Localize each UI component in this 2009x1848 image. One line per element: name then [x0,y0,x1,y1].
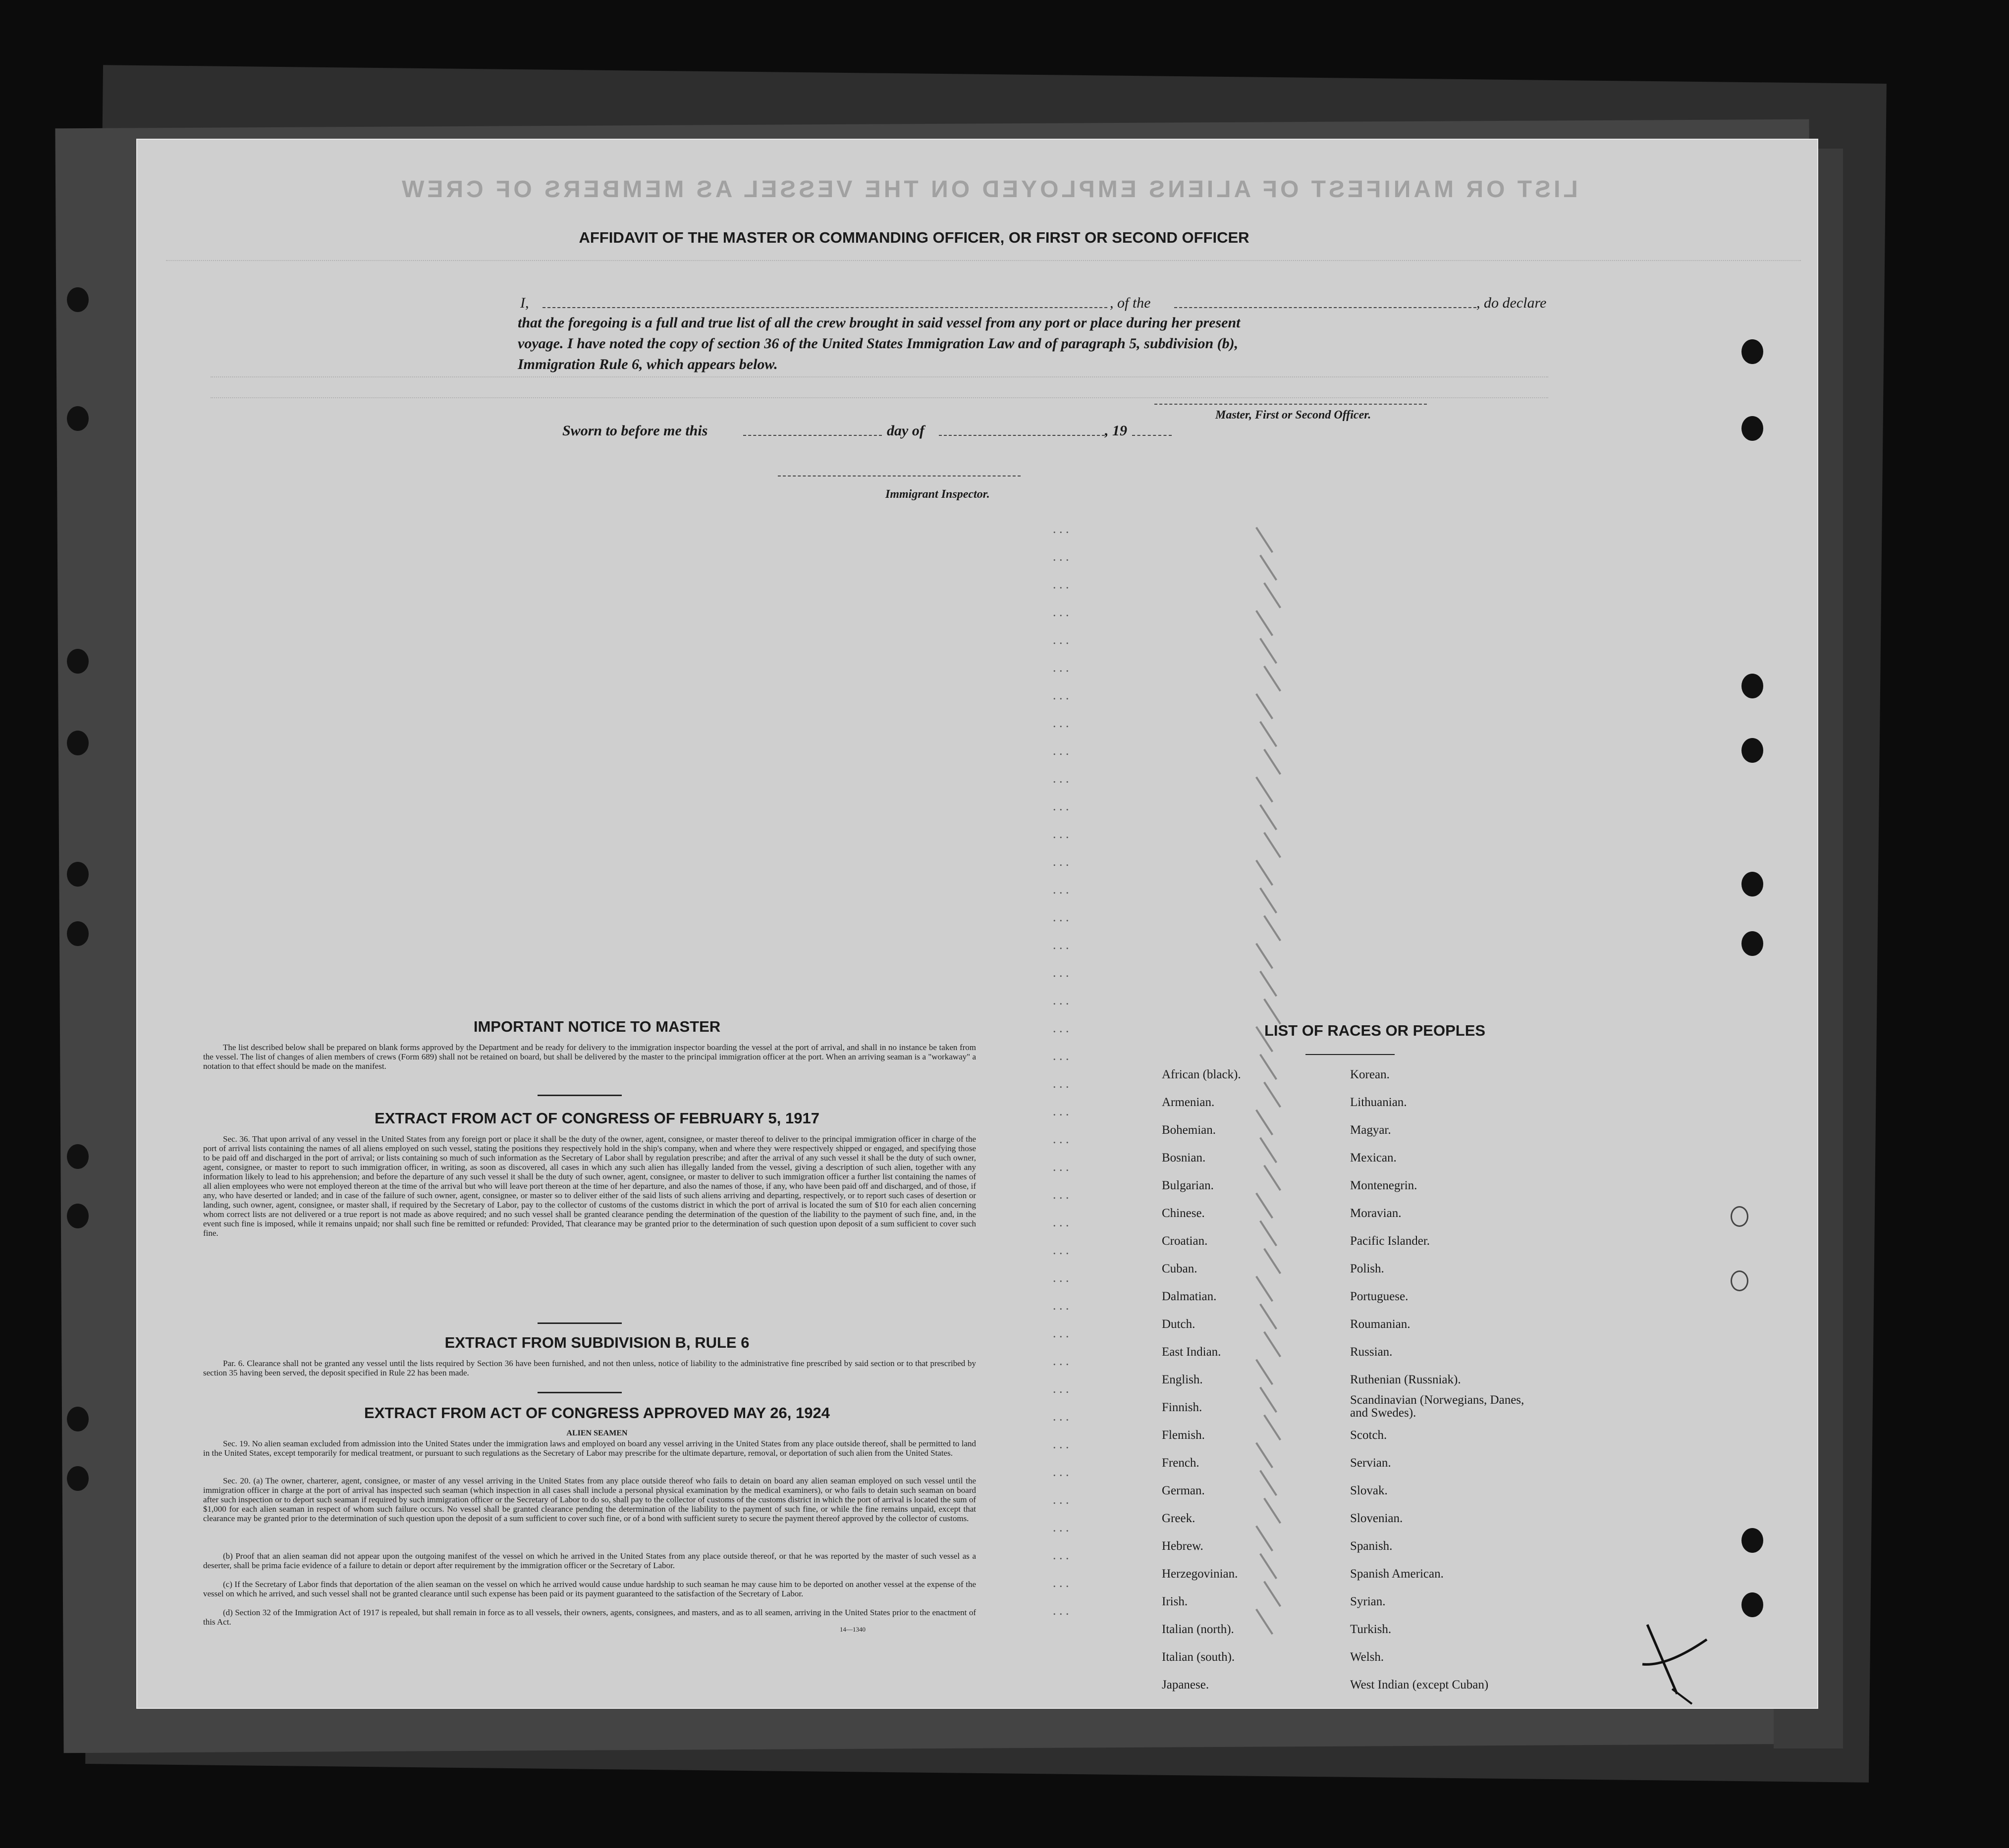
extract-1924-sec20d: (d) Section 32 of the Immigration Act of 1917 is repealed, but shall remain in force as to all vessels, their owners, agents, consignees, and masters, and as to all seamen, arriving in the United States prior to the enactment of this Act. [203,1608,976,1627]
punch-hole [67,862,89,887]
extract-1924-sec20c: (c) If the Secretary of Labor finds that deportation of the alien seaman on the vessel on which he arrived would cause undue hardship to such seaman he may cause him to be deported on another vessel at the expense of the vessel on which he arrived, and such vessel shall not be granted clearance until such expense has been paid or its payment guaranteed to the satisfaction of the Secretary of Labor. [203,1580,976,1598]
race-item: Bulgarian. [1162,1179,1214,1192]
notice-text: The list described below shall be prepared on blank forms approved by the Department and be ready for delivery to the immigration inspector boarding the vessel at the port of arrival, and shall in no instance be taken from the vessel. The list of changes of alien members of crews (Form 689) shall not be retained on board, but shall be delivered by the master to the principal immigration officer at the port. When an arriving seaman is a "workaway" a notation to that effect should be made on the manifest. [203,1043,976,1071]
ghost-slash [1255,1109,1273,1135]
extract-1917-text: Sec. 36. That upon arrival of any vessel in the United States from any foreign port or place it shall be the duty of the owner, agent, consignee, or master thereof to deliver to the principal immigration officer in charge of the port of arrival lists containing the names of all aliens employed on such vessel, stating the positions they respectively hold in the ship's company, when and where they were respectively shipped or engaged, and specifying those to be paid off and discharged in the port of arrival; or lists containing so much of such information as the Secretary of Labor shall by regulation prescribe; and after the arrival of any such vessel it shall be the duty of such owner, agent, consignee, or master to report to such immigration officer, in writing, as soon as discovered, all cases in which any such alien has illegally landed from the vessel, giving a description of such alien, together with any information likely to lead to his apprehension; and before the departure of any such vessel it shall be the duty of such owner, agent, consignee, or master to deliver to such immigration officer a further list containing the names of all alien employees who were not employed thereon at the time of the arrival but who will leave port thereon at the time of her departure, and also the names of those, if any, who have been paid off and discharged, and of those, if any, who have deserted or landed; and in case of the failure of such owner, agent, consignee, or master so to deliver either of the said lists of such aliens arriving and departing, respectively, or to report such cases of desertion or landing, such owner, agent, consignee, or master shall, if required by the Secretary of Labor, pay to the collector of customs of the customs district in which the port of arrival is located the sum of $10 for each alien concerning whom correct lists are not delivered or a true report is not made as above required; and no such vessel shall be granted clearance pending the determination of the question of the liability to the payment of such fine, and, in the event such fine is imposed, while it remains unpaid; nor shall such fine be remitted or refunded: Provided, That clearance may be granted prior to the determination of such question upon deposit of a sum sufficient to cover such fine. [203,1134,976,1238]
year-prefix: , 19 [1105,422,1127,439]
ghost-slash [1263,1165,1281,1191]
sworn-year-blank [1132,435,1172,436]
race-item: German. [1162,1484,1205,1497]
race-item: Cuban. [1162,1262,1197,1275]
sworn-month-blank [939,435,1105,436]
extract-1924-sec20b: (b) Proof that an alien seaman did not appear upon the outgoing manifest of the vessel on which he arrived in the United States from any place outside thereof, or that he was reported by the master of such vessel as a deserter, shall be prima facie evidence of a failure to detain or deport after requirement by the immigration officer or the Secretary of Labor. [203,1551,976,1570]
race-item: Bohemian. [1162,1123,1216,1137]
ghost-slash [1255,777,1273,802]
races-left-column [1162,1061,1241,1699]
form-number: 14—1340 [840,1626,866,1633]
extract-1924-sec20a: Sec. 20. (a) The owner, charterer, agent, consignee, or master of any vessel arriving in the United States from any place outside thereof who fails to detain on board any alien seaman employed on such vessel until the immigration officer in charge at the port of arrival has inspected such seaman (which inspection in all cases shall include a personal physical examination by the medical examiners), or who fails to detain such seaman on board after such inspection or to deport such seaman if required by such immigration officer or the Secretary of Labor to do so, shall pay to the collector of customs of the customs district in which the port of arrival is located the sum of $1,000 for each alien seaman in respect of whom such failure occurs. No vessel shall be granted clearance pending the determination of the liability to the payment of such fine, or while the fine remains unpaid, except that clearance may be granted prior to the determination of such question upon the deposit of a sum sufficient to cover such fine, or of a bond with sufficient surety to secure the payment thereof approved by the collector of customs. [203,1476,976,1523]
race-item: Croatian. [1162,1234,1208,1248]
sworn-day-blank [743,435,882,436]
races-title: LIST OF RACES OR PEOPLES [1264,1022,1486,1039]
divider [538,1322,622,1324]
ghost-slash [1259,971,1277,997]
race-item: Scotch. [1350,1428,1387,1442]
punch-hole [1741,872,1763,897]
ghost-slash [1255,1526,1273,1551]
ghost-slash [1259,721,1277,747]
punch-hole [1741,339,1763,364]
race-item: Dutch. [1162,1318,1195,1331]
punch-hole [1741,1592,1763,1617]
ghost-slash [1255,610,1273,636]
race-item: Ruthenian (Russniak). [1350,1373,1461,1386]
ghost-slash [1263,582,1281,608]
ghost-slash [1263,1248,1281,1274]
affidavit-i: I, [520,295,529,311]
race-item: Turkish. [1350,1623,1392,1636]
ghost-slash [1263,832,1281,858]
ghost-slash [1255,693,1273,719]
ghost-slash [1259,1220,1277,1246]
race-item: Scandinavian (Norwegians, Danes, and Swedes). [1350,1393,1524,1420]
ghost-slash [1255,1442,1273,1468]
extract-rule6-title: EXTRACT FROM SUBDIVISION B, RULE 6 [444,1334,750,1351]
race-item: Polish. [1350,1262,1384,1275]
ghost-slash [1259,638,1277,664]
race-item: Spanish. [1350,1539,1393,1553]
ghost-slash [1263,1415,1281,1440]
race-item: Roumanian. [1350,1318,1411,1331]
ghost-slash [1263,1581,1281,1607]
day-of-text: day of [887,422,924,439]
race-item: Syrian. [1350,1595,1386,1608]
race-item: Bosnian. [1162,1151,1206,1164]
ghost-slash [1259,888,1277,913]
ghost-marks: . . . . . . . . . . . . . . . . . . . . . . . . . . . . . . . . . . . . . . . . . . . . . . . . . . . . . . . . . . . . . . . . . . . . . . . . . . . . . . . . . . . . . . . . . . . . . . . . . . . . . . . . . . . . . . . . . . . . . . . . [1053,522,1069,1618]
punch-hole [1741,738,1763,763]
race-item: Montenegrin. [1350,1179,1417,1192]
ghost-slash [1263,1331,1281,1357]
ghost-subtext [166,260,1801,276]
race-item: African (black). [1162,1068,1241,1081]
extract-1924-title: EXTRACT FROM ACT OF CONGRESS APPROVED MAY 26, 1924 [364,1404,830,1422]
ghost-slash [1255,943,1273,969]
ghost-header-text: LIST OR MANIFEST OF ALIENS EMPLOYED ON THE VESSEL AS MEMBERS OF CREW [399,176,1578,203]
race-item: Herzegovinian. [1162,1567,1238,1581]
race-item: French. [1162,1456,1199,1470]
race-item: Japanese. [1162,1678,1209,1691]
ghost-column-headers [211,376,1548,398]
ghost-slash [1263,999,1281,1024]
race-item: Welsh. [1350,1650,1384,1664]
punch-hole [1741,674,1763,698]
inspector-signature-line [778,475,1021,476]
ghost-slash [1259,1387,1277,1413]
race-item: Pacific Islander. [1350,1234,1430,1248]
punch-hole [1741,416,1763,441]
race-item: Armenian. [1162,1096,1215,1109]
punch-hole-outline [1731,1206,1748,1227]
race-item: Korean. [1350,1068,1390,1081]
race-item: English. [1162,1373,1203,1386]
race-item: Finnish. [1162,1401,1202,1414]
race-item: Russian. [1350,1345,1393,1359]
vessel-blank [1174,307,1476,308]
punch-hole [67,1204,89,1228]
punch-hole [67,1407,89,1431]
ghost-slash [1259,1137,1277,1163]
affidavit-line-3: voyage. I have noted the copy of section 36 of the United States Immigration Law and of paragraph 5, subdivision (b), [518,335,1239,352]
punch-hole-outline [1731,1270,1748,1291]
race-item: Moravian. [1350,1207,1402,1220]
punch-hole [67,1144,89,1169]
race-item: Spanish American. [1350,1567,1444,1581]
divider [538,1095,622,1096]
race-item: East Indian. [1162,1345,1221,1359]
divider [1305,1054,1395,1055]
punch-hole [67,1466,89,1491]
affidavit-declare: , do declare [1476,295,1547,311]
race-item: Flemish. [1162,1428,1205,1442]
ghost-slash [1255,860,1273,886]
affidavit-line-2: that the foregoing is a full and true list of all the crew brought in said vessel from any port or place during her present [518,315,1241,331]
races-right-column [1350,1061,1528,1699]
ghost-slash [1263,1498,1281,1524]
race-item: Servian. [1350,1456,1391,1470]
race-item: Slovenian. [1350,1512,1403,1525]
punch-hole [1741,1528,1763,1553]
ghost-slash [1259,1054,1277,1080]
race-item: Magyar. [1350,1123,1391,1137]
extract-rule6-text: Par. 6. Clearance shall not be granted any vessel until the lists required by Section 36 have been furnished, and not then unless, notice of liability to the administrative fine prescribed by said section or to that prescribed by section 35 having been served, the deposit specified in Rule 22 has been made. [203,1359,976,1377]
affidavit-title: AFFIDAVIT OF THE MASTER OR COMMANDING OFFICER, OR FIRST OR SECOND OFFICER [579,229,1249,246]
ghost-slash [1259,1304,1277,1329]
ghost-slash [1255,1609,1273,1635]
handwritten-mark [1637,1620,1717,1709]
race-item: Hebrew. [1162,1539,1203,1553]
extract-1924-sec19: Sec. 19. No alien seaman excluded from admission into the United States under the immigration laws and employed on board any vessel arriving in the United States from any place outside thereof, shall be permitted to land in the United States, except temporarily for medical treatment, or pursuant to such regulations as the Secretary of Labor may prescribe for the ultimate departure, removal, or deportation of such alien from the United States. [203,1439,976,1458]
divider [538,1392,622,1393]
name-blank [543,307,1107,308]
race-item: Greek. [1162,1512,1195,1525]
manifest-page [136,139,1818,1709]
punch-hole [67,406,89,431]
ghost-slash [1259,555,1277,581]
ghost-slash [1255,1359,1273,1385]
race-item: Italian (south). [1162,1650,1235,1664]
extract-1917-title: EXTRACT FROM ACT OF CONGRESS OF FEBRUARY 5, 1917 [375,1109,819,1127]
master-signature-line [1154,404,1427,405]
ghost-slash [1255,1276,1273,1302]
ghost-slash [1255,1193,1273,1218]
master-signature-label: Master, First or Second Officer. [1215,409,1371,422]
extract-1924-subtitle: ALIEN SEAMEN [566,1429,628,1437]
punch-hole [67,287,89,312]
race-item: Slovak. [1350,1484,1388,1497]
race-item: Lithuanian. [1350,1096,1407,1109]
race-item: Irish. [1162,1595,1188,1608]
ghost-slash [1259,1470,1277,1496]
ghost-slash [1263,915,1281,941]
punch-hole [67,921,89,946]
punch-hole [67,649,89,674]
race-item: Italian (north). [1162,1623,1234,1636]
punch-hole [1741,931,1763,956]
ghost-slash [1263,749,1281,775]
affidavit-of-the: , of the [1110,295,1151,311]
notice-title: IMPORTANT NOTICE TO MASTER [473,1018,721,1035]
race-item: Mexican. [1350,1151,1397,1164]
ghost-slash [1259,804,1277,830]
race-item: Chinese. [1162,1207,1205,1220]
ghost-slash [1263,666,1281,691]
race-item: Portuguese. [1350,1290,1409,1303]
inspector-label: Immigrant Inspector. [885,488,990,501]
ghost-slash [1259,1553,1277,1579]
race-item: Dalmatian. [1162,1290,1217,1303]
affidavit-line-4: Immigration Rule 6, which appears below. [518,356,778,372]
punch-hole [67,731,89,755]
sworn-text: Sworn to before me this [562,422,708,439]
ghost-slash [1255,527,1273,553]
ghost-slash [1263,1082,1281,1108]
race-item: West Indian (except Cuban) [1350,1678,1489,1691]
